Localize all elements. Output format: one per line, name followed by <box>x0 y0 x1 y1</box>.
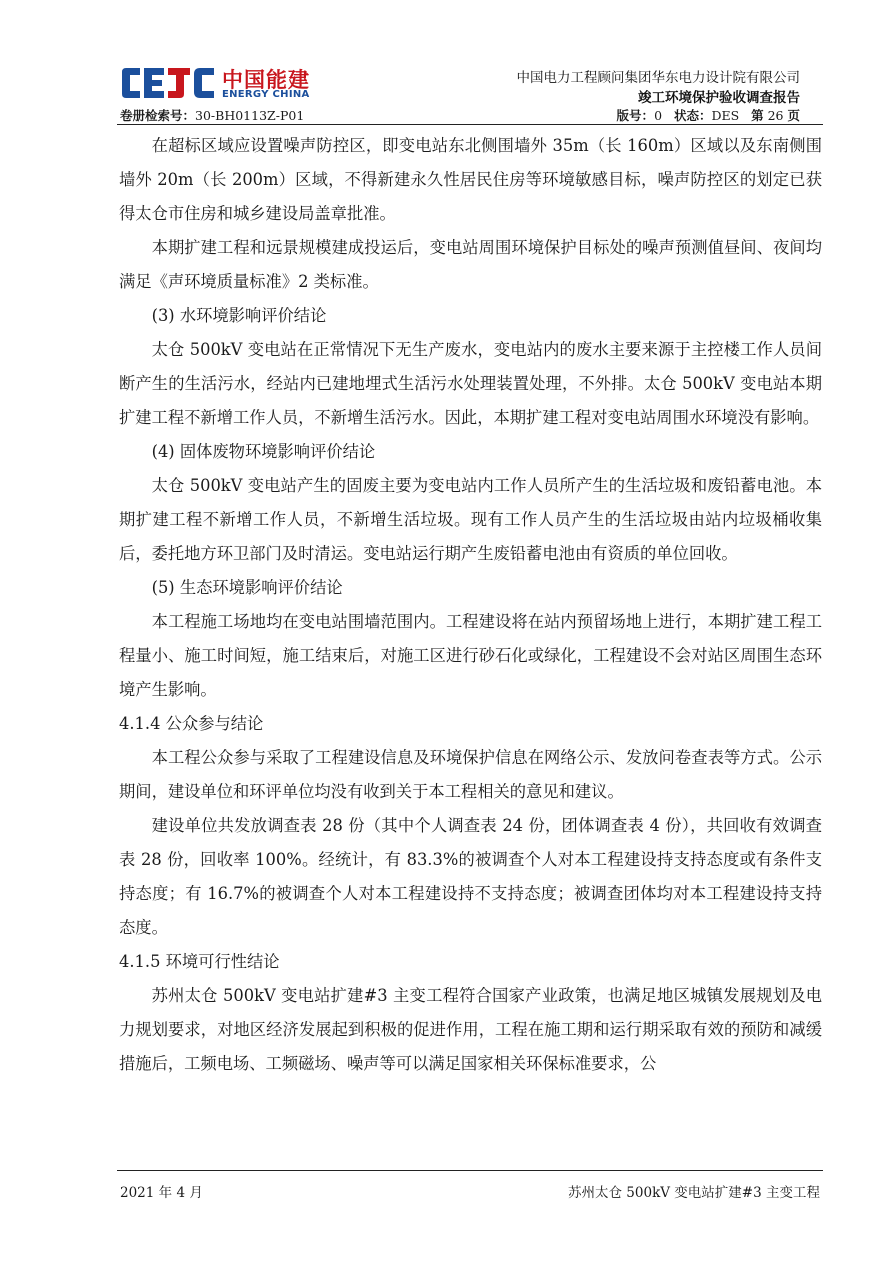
index-number <box>120 106 304 124</box>
logo-english-text: ENERGY CHINA <box>222 89 310 100</box>
company-name: 中国电力工程顾问集团华东电力设计院有限公司 <box>516 70 800 86</box>
index-value: 30-BH0113Z-P01 <box>195 108 305 123</box>
heading-ecology: (5) 生态环境影响评价结论 <box>151 578 343 597</box>
footer-divider <box>117 1170 823 1171</box>
index-label: 卷册检索号： <box>120 108 196 123</box>
logo-chinese-text: 中国能建 <box>222 68 310 92</box>
footer-project-name: 苏州太仓 500kV 变电站扩建#3 主变工程 <box>568 1185 820 1201</box>
status-label: 状态： <box>673 108 712 123</box>
paragraph-solid-waste: 太仓 500kV 变电站产生的固废主要为变电站内工作人员所产生的生活垃圾和废铅蓄电池。本期扩建工程不新增工作人员，不新增生活垃圾。现有工作人员产生的生活垃圾由站内垃圾桶收集后，委托地方环卫部门及时清运。变电站运行期产生废铅蓄电池由有资质的单位回收。 <box>119 476 822 563</box>
document-meta <box>617 106 800 124</box>
page-label-pre: 第 <box>751 108 764 123</box>
status-value: DES <box>711 108 740 123</box>
energy-china-logo <box>120 64 320 104</box>
paragraph-feasibility: 苏州太仓 500kV 变电站扩建#3 主变工程符合国家产业政策，也满足地区城镇发展规划及电力规划要求，对地区经济发展起到积极的促进作用，工程在施工期和运行期采取有效的预防和减缓措施后，工频电场、工频磁场、噪声等可以满足国家相关环保标准要求，公 <box>119 986 822 1073</box>
paragraph-noise-prediction: 本期扩建工程和远景规模建成投运后，变电站周围环境保护目标处的噪声预测值昼间、夜间均满足《声环境质量标准》2 类标准。 <box>119 238 822 291</box>
version-value: 0 <box>654 108 663 123</box>
paragraph-survey-results: 建设单位共发放调查表 28 份（其中个人调查表 24 份，团体调查表 4 份），共回收有效调查表 28 份，回收率 100%。经统计，有 83.3%的被调查个人对本工程建设持支持态度或有条件支持态度；有 16.7%的被调查个人对本工程建设持不支持态度；被调查团体均对本工程建设持支持态度。 <box>119 816 822 937</box>
paragraph-water-environment: 太仓 500kV 变电站在正常情况下无生产废水，变电站内的废水主要来源于主控楼工作人员间断产生的生活污水，经站内已建地埋式生活污水处理装置处理，不外排。太仓 500kV 变电站本期扩建工程不新增工作人员，不新增生活污水。因此，本期扩建工程对变电站周围水环境没有影响。 <box>119 340 822 427</box>
paragraph-noise-control-zone: 在超标区域应设置噪声防控区，即变电站东北侧围墙外 35m（长 160m）区域以及东南侧围墙外 20m（长 200m）区域，不得新建永久性居民住房等环境敏感目标，噪声防控区的划定已获得太仓市住房和城乡建设局盖章批准。 <box>119 136 822 223</box>
page-number: 26 <box>767 108 784 123</box>
report-title: 竣工环境保护验收调查报告 <box>638 90 800 106</box>
paragraph-ecology: 本工程施工场地均在变电站围墙范围内。工程建设将在站内预留场地上进行，本期扩建工程工程量小、施工时间短，施工结束后，对施工区进行砂石化或绿化，工程建设不会对站区周围生态环境产生影响。 <box>119 612 822 699</box>
section-heading-feasibility: 4.1.5 环境可行性结论 <box>119 952 280 971</box>
heading-water-environment: (3) 水环境影响评价结论 <box>151 306 327 325</box>
paragraph-public-participation: 本工程公众参与采取了工程建设信息及环境保护信息在网络公示、发放问卷查表等方式。公示期间，建设单位和环评单位均没有收到关于本工程相关的意见和建议。 <box>119 748 822 801</box>
section-heading-public-participation: 4.1.4 公众参与结论 <box>119 714 264 733</box>
version-label: 版号： <box>616 108 655 123</box>
footer-date: 2021 年 4 月 <box>120 1185 203 1201</box>
cejc-logo-mark-icon <box>120 66 216 100</box>
document-body <box>119 129 822 1081</box>
page-label-post: 页 <box>787 108 800 123</box>
heading-solid-waste: (4) 固体废物环境影响评价结论 <box>151 442 376 461</box>
header-divider <box>117 124 823 125</box>
